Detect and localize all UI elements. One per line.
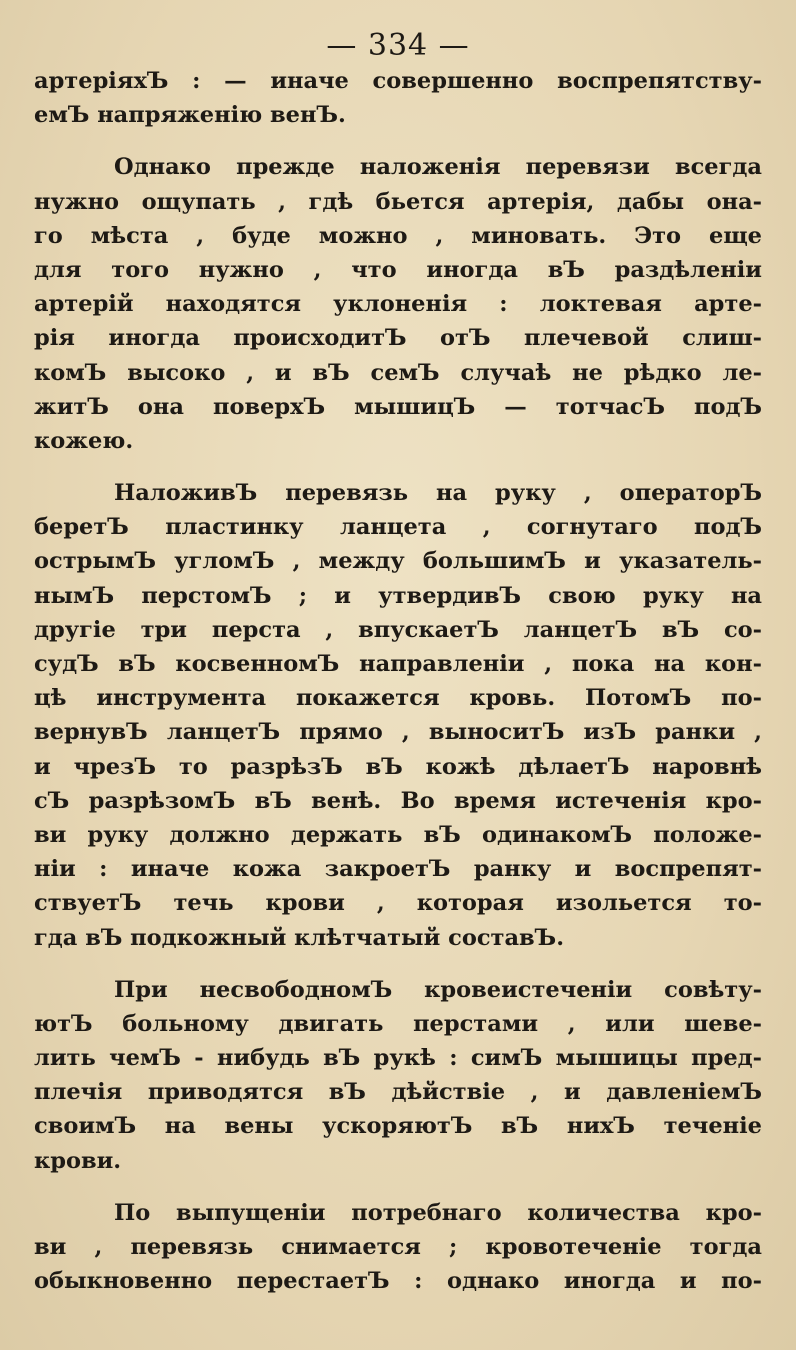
text-line: другіе три перста , впускаетЪ ланцетЪ вЪ со- — [34, 616, 762, 643]
text-line: своимЪ на вены ускоряютЪ вЪ нихЪ теченіе — [34, 1113, 762, 1140]
text-line: судЪ вЪ косвенномЪ направленіи , пока на кон- — [34, 651, 762, 677]
text-line: беретЪ пластинку ланцета , согнутаго подЪ — [34, 514, 762, 541]
paragraph — [34, 476, 762, 955]
text-line: артерій находятся уклоненія : локтевая арте- — [34, 291, 762, 318]
text-line: ви , перевязь снимается ; кровотеченіе тогда — [34, 1234, 762, 1260]
page-number: — 334 — — [326, 28, 470, 63]
text-line: ніи : иначе кожа закроетЪ ранку и воспрепят- — [34, 856, 762, 883]
text-line: гда вЪ подкожный клѣтчатый составЪ. — [34, 924, 565, 951]
text-line: ютЪ больному двигать перстами , или шеве- — [34, 1010, 762, 1037]
body-text — [34, 64, 762, 1298]
text-line: ви руку должно держать вЪ одинакомЪ положе- — [34, 821, 762, 848]
text-line: По выпущеніи потребнаго количества кро- — [114, 1199, 762, 1226]
text-line: ствуетЪ течь крови , которая изольется то- — [34, 890, 762, 917]
text-line: Однако прежде наложенія перевязи всегда — [114, 154, 762, 181]
text-line: НаложивЪ перевязь на руку , операторЪ — [114, 480, 762, 507]
text-line: вернувЪ ланцетЪ прямо , выноситЪ изЪ ранки , — [34, 719, 762, 746]
text-line: артеріяхЪ : — иначе совершенно воспрепятству- — [34, 68, 762, 94]
text-line: нымЪ перстомЪ ; и утвердивЪ свою руку на — [34, 582, 762, 609]
text-line: и чрезЪ то разрѣзЪ вЪ кожѣ дѣлаетЪ наровнѣ — [34, 753, 762, 780]
text-line: обыкновенно перестаетЪ : однако иногда и по- — [34, 1268, 762, 1295]
text-line: житЪ она поверхЪ мышицЪ — тотчасЪ подЪ — [34, 393, 762, 420]
text-line: крови. — [34, 1147, 122, 1174]
text-line: При несвободномЪ кровеистеченіи совѣту- — [114, 976, 762, 1003]
paragraph — [34, 64, 762, 132]
text-line: острымЪ угломЪ , между большимЪ и указатель- — [34, 548, 762, 575]
paragraph — [34, 150, 762, 458]
text-line: лить чемЪ - нибудь вЪ рукѣ : симЪ мышицы пред- — [34, 1045, 762, 1072]
text-line: нужно ощупать , гдѣ бьется артерія, дабы она- — [34, 188, 762, 215]
text-line: сЪ разрѣзомЪ вЪ венѣ. Во время истеченія кро- — [34, 787, 762, 814]
text-line: кожею. — [34, 427, 134, 454]
text-line: рія иногда происходитЪ отЪ плечевой слиш- — [34, 325, 762, 352]
text-line: для того нужно , что иногда вЪ раздѣленіи — [34, 256, 762, 283]
paragraph — [34, 973, 762, 1178]
text-line: комЪ высоко , и вЪ семЪ случаѣ не рѣдко ле- — [34, 359, 762, 386]
paragraph — [34, 1196, 762, 1299]
text-line: цѣ инструмента покажется кровь. ПотомЪ по- — [34, 685, 762, 712]
text-line: емЪ напряженію венЪ. — [34, 102, 346, 129]
text-line: го мѣста , буде можно , миновать. Это еще — [34, 222, 762, 249]
text-line: плечія приводятся вЪ дѣйствіе , и давленіемЪ — [34, 1079, 762, 1106]
